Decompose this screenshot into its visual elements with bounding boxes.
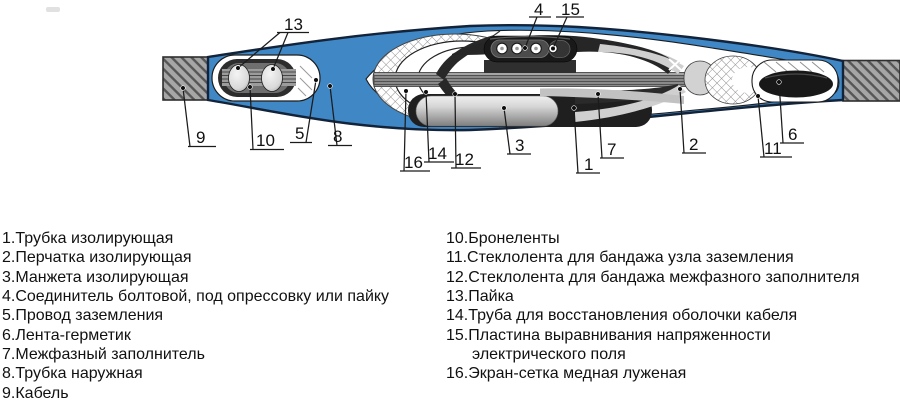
callout-number: 4: [534, 0, 544, 19]
legend-item: 13.Пайка: [446, 288, 514, 306]
leader-dot: [404, 89, 409, 94]
legend-item: 8.Трубка наружная: [2, 365, 143, 383]
legend-item: 11.Стеклолента для бандажа узла заземления: [446, 249, 794, 267]
callout-number: 14: [428, 144, 447, 163]
callout-number: 11: [764, 139, 782, 158]
leader-dot: [572, 106, 577, 111]
sealant-cutout: [752, 60, 838, 102]
leader-dot: [678, 87, 683, 92]
callout-number: 10: [256, 131, 275, 150]
leader-dot: [424, 90, 429, 95]
legend-item-continuation: электрического поля: [472, 346, 626, 364]
leader-dot: [523, 46, 528, 51]
legend-item: 15.Пластина выравнивания напряженности: [446, 326, 771, 344]
callout-number: 5: [295, 124, 305, 143]
callout-number: 3: [515, 136, 525, 155]
leader-dot: [777, 80, 782, 85]
callout-number: 6: [788, 125, 798, 144]
sleeve-tube: [416, 96, 558, 126]
leader-dot: [248, 85, 253, 90]
leader-dot: [551, 46, 556, 51]
cable-right: [843, 61, 900, 102]
leader-dot: [596, 92, 601, 97]
legend-item: 3.Манжета изолирующая: [2, 268, 189, 286]
callout-number: 12: [455, 150, 474, 169]
legend-item: 4.Соединитель болтовой, под опрессовку или пайку: [2, 288, 390, 306]
leader-dot: [453, 92, 458, 97]
callout-number: 1: [584, 155, 594, 174]
leader-dot: [756, 94, 761, 99]
callout-number: 16: [404, 153, 423, 172]
leader-dot: [236, 66, 241, 71]
legend-item: 9.Кабель: [2, 384, 69, 402]
callout-number: 2: [689, 135, 699, 154]
legend-column-left: [2, 229, 389, 403]
legend-item: 5.Провод заземления: [2, 307, 164, 325]
leader-dot: [271, 67, 276, 72]
bolt-connector: [484, 36, 577, 62]
leader-dot: [328, 84, 333, 89]
leader-dot: [314, 78, 319, 83]
callout-number: 8: [333, 127, 343, 146]
artifact-smudge: [46, 7, 60, 12]
legend-item: 10.Бронеленты: [446, 230, 560, 247]
callout-number: 7: [607, 140, 617, 159]
legend-column-right: [446, 229, 860, 384]
legend-item: 1.Трубка изолирующая: [2, 230, 174, 247]
leader-dot: [502, 106, 507, 111]
legend-item: 6.Лента-герметик: [2, 326, 131, 344]
callout-number: 13: [284, 15, 303, 34]
legend-item: 16.Экран-сетка медная луженая: [446, 365, 687, 383]
leader-dot: [181, 86, 186, 91]
callout-number: 15: [561, 0, 580, 19]
legend-item: 14.Труба для восстановления оболочки кабеля: [446, 307, 798, 325]
ground-node-cutout: [212, 55, 320, 101]
cable-left: [163, 57, 212, 100]
callout-number: 9: [196, 128, 206, 147]
legend-item: 7.Межфазный заполнитель: [2, 346, 205, 364]
legend-item: 2.Перчатка изолирующая: [2, 249, 192, 267]
legend-item: 12.Стеклолента для бандажа межфазного заполнителя: [446, 268, 860, 286]
